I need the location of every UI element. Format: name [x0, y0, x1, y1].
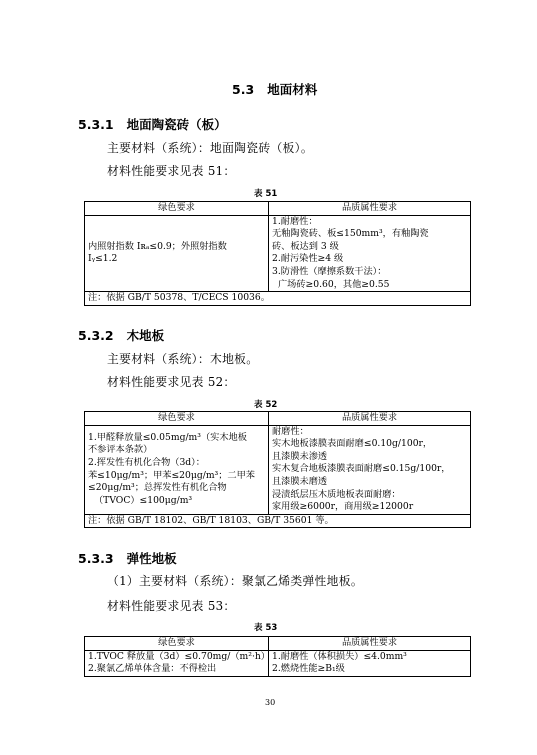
green-line: 1.甲醛释放量≤0.05mg/m³（实木地板	[88, 431, 247, 443]
quality-line: 且漆膜未渗透	[272, 450, 328, 462]
green-line: ≤20μg/m³；总挥发性有机化合物	[88, 482, 227, 494]
green-line: 内照射指数 Iʀₐ≤0.9；外照射指数	[88, 240, 227, 252]
paragraph-table-ref: 材料性能要求见表 51：	[107, 164, 236, 178]
table-51	[84, 201, 471, 306]
table-note: 注：依据 GB/T 18102、GB/T 18103、GB/T 35601 等。	[85, 514, 471, 528]
subsection-heading-531	[78, 115, 227, 133]
quality-requirements-cell	[269, 650, 471, 676]
col-header-green: 绿色要求	[85, 637, 269, 651]
green-line: （TVOC）≤100μg/m³	[94, 494, 193, 506]
quality-line: 实木地板漆膜表面耐磨≤0.10g/100r，	[272, 438, 433, 450]
subsection-number: 5.3.2	[78, 328, 114, 343]
section-number: 5.3	[232, 82, 255, 97]
paragraph-table-ref: 材料性能要求见表 53：	[107, 599, 236, 613]
table-note: 注：依据 GB/T 50378、T/CECS 10036。	[85, 292, 471, 306]
quality-line: 1.耐磨性（体积损失）≤4.0mm³	[272, 650, 407, 662]
quality-line: 家用级≥6000r，商用级≥12000r	[272, 501, 414, 513]
quality-line: 1.耐磨性：	[272, 215, 318, 227]
green-requirements-cell	[85, 215, 269, 292]
subsection-title: 弹性地板	[126, 551, 177, 566]
paragraph-main-material: （1）主要材料（系统）：聚氯乙烯类弹性地板。	[107, 574, 363, 588]
green-line: 2.挥发性有机化合物（3d）：	[88, 457, 205, 469]
green-line: 不参评本条款）	[88, 444, 153, 456]
quality-line: 广场砖≥0.60，其他≥0.55	[278, 278, 390, 290]
quality-line: 无釉陶瓷砖、板≤150mm³，有釉陶瓷	[272, 228, 429, 240]
quality-line: 2.燃烧性能≥B₁级	[272, 663, 345, 675]
subsection-heading-533	[78, 549, 177, 567]
green-line: Iᵧ≤1.2	[88, 253, 118, 265]
col-header-quality: 品质属性要求	[269, 637, 471, 651]
paragraph-table-ref: 材料性能要求见表 52：	[107, 375, 236, 389]
quality-line: 实木复合地板漆膜表面耐磨≤0.15g/100r，	[272, 463, 451, 475]
quality-line: 浸渍纸层压木质地板表面耐磨：	[272, 488, 401, 500]
quality-line: 耐磨性：	[272, 425, 309, 437]
subsection-title: 木地板	[126, 328, 165, 343]
paragraph-main-material: 主要材料（系统）：木地板。	[107, 352, 259, 366]
green-line: 苯≤10μg/m³；甲苯≤20μg/m³；二甲苯	[88, 469, 255, 481]
paragraph-main-material: 主要材料（系统）：地面陶瓷砖（板）。	[107, 141, 313, 155]
col-header-green: 绿色要求	[85, 412, 269, 426]
col-header-quality: 品质属性要求	[269, 412, 471, 426]
subsection-number: 5.3.1	[78, 117, 114, 132]
table-caption: 表 53	[254, 623, 278, 633]
green-line: 1.TVOC 释放量（3d）≤0.70mg/（m²·h）	[88, 650, 270, 662]
table-caption: 表 51	[254, 189, 278, 199]
col-header-green: 绿色要求	[85, 202, 269, 216]
section-heading	[232, 80, 317, 98]
quality-line: 砖、板达到 3 级	[272, 240, 339, 252]
subsection-title: 地面陶瓷砖（板）	[126, 117, 227, 132]
quality-requirements-cell	[269, 425, 471, 514]
quality-requirements-cell	[269, 215, 471, 292]
quality-line: 且漆膜未磨透	[272, 475, 328, 487]
table-caption: 表 52	[254, 400, 278, 410]
table-52	[84, 411, 471, 528]
subsection-heading-532	[78, 326, 164, 344]
table-53	[84, 636, 471, 677]
quality-line: 3.防滑性（摩擦系数干法）：	[272, 265, 387, 277]
col-header-quality: 品质属性要求	[269, 202, 471, 216]
green-requirements-cell	[85, 650, 269, 676]
page-number: 30	[265, 698, 276, 707]
section-title: 地面材料	[267, 82, 318, 97]
green-line: 2.聚氯乙烯单体含量：不得检出	[88, 663, 217, 675]
subsection-number: 5.3.3	[78, 551, 114, 566]
quality-line: 2.耐污染性≥4 级	[272, 253, 344, 265]
green-requirements-cell	[85, 425, 269, 514]
